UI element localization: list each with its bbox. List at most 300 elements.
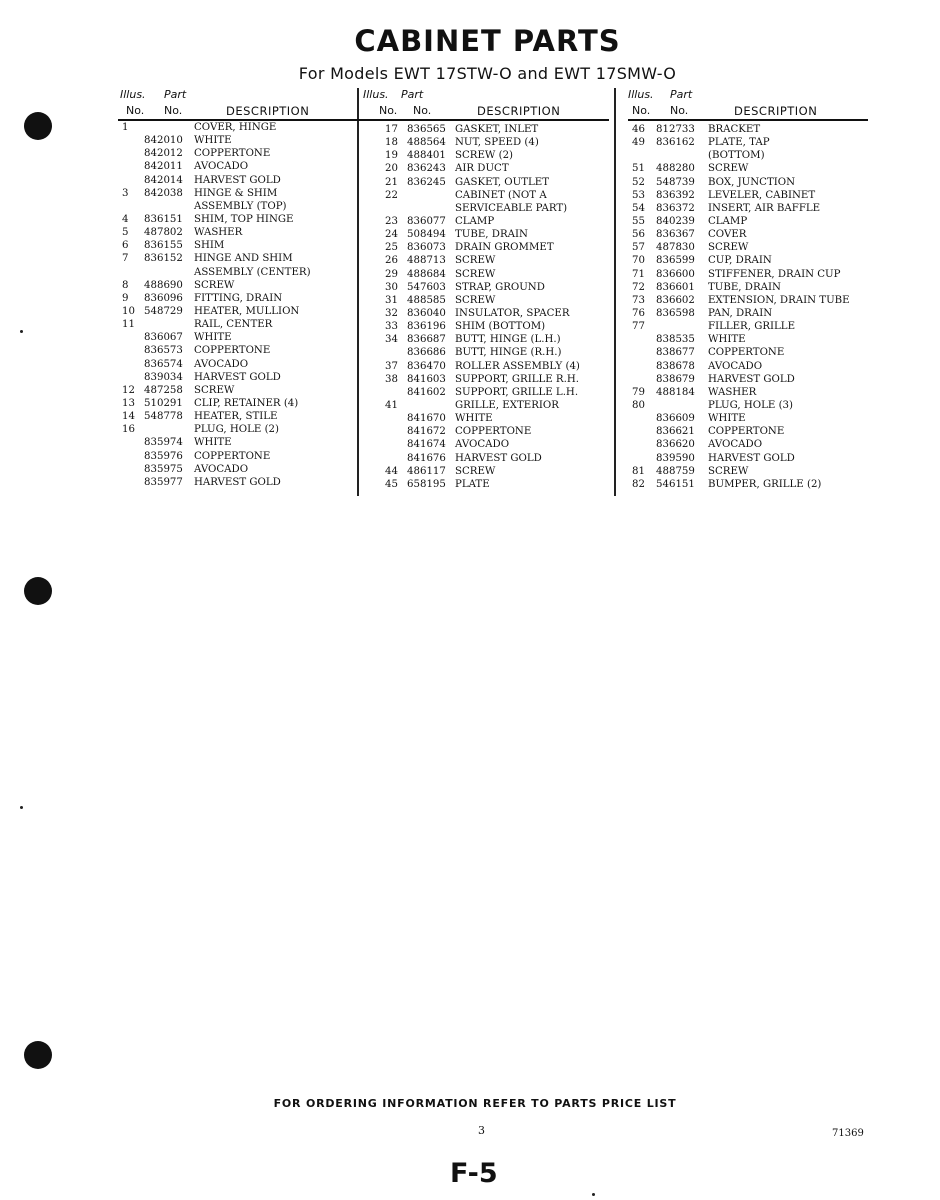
description-cell: COPPERTONE [455,426,532,438]
description-cell: WHITE [455,413,493,425]
part-no-cell: 836621 [656,426,695,438]
table-row [118,397,356,410]
description-cell: CABINET (NOT A [455,189,547,201]
table-row [361,346,611,359]
table-row [628,478,868,491]
description-cell: HINGE AND SHIM [194,253,293,265]
table-row [628,373,868,386]
description-cell: BUMPER, GRILLE (2) [708,478,822,490]
illus-label: Illus. [628,88,654,101]
description-cell: ASSEMBLY (CENTER) [194,266,311,278]
table-row [118,463,356,476]
description-cell: CUP, DRAIN [708,255,772,267]
table-row [628,176,868,189]
illus-label: Illus. [363,88,389,101]
description-cell: SCREW [194,279,235,291]
part-no-cell: 835975 [144,463,183,475]
part-no-cell: 838678 [656,360,695,372]
description-cell: COVER [708,229,747,241]
illus-no-cell: 45 [385,478,398,490]
description-cell: (BOTTOM) [708,150,765,162]
table-row [361,176,611,189]
table-row [118,226,356,239]
table-row [628,162,868,175]
illus-no-cell: 11 [122,319,135,331]
description-cell: DRAIN GROMMET [455,242,554,254]
part-no-cell: 836245 [407,176,446,188]
part-label: Part [164,88,187,101]
illus-no-cell: 44 [385,465,398,477]
part-no-cell: 836155 [144,240,183,252]
description-cell: INSERT, AIR BAFFLE [708,202,821,214]
part-no-cell: 488690 [144,279,183,291]
illus-no-cell: 21 [385,176,398,188]
description-cell: FITTING, DRAIN [194,292,283,304]
description-cell: ROLLER ASSEMBLY (4) [455,360,580,372]
table-row [118,384,356,397]
column-header [118,86,356,120]
part-label: Part [670,88,693,101]
ordering-footer: FOR ORDERING INFORMATION REFER TO PARTS PRICE LIST [273,1097,677,1110]
part-no-cell: 836073 [407,242,446,254]
table-row [628,189,868,202]
illus-no-cell: 37 [385,360,398,372]
part-no-cell: 842038 [144,187,183,199]
binder-hole-bottom [24,1041,52,1069]
part-no-cell: 836573 [144,345,183,357]
description-cell: HEATER, MULLION [194,305,300,317]
illus-no-cell: 52 [632,176,645,188]
description-cell: AVOCADO [708,360,763,372]
description-cell: TUBE, DRAIN [455,229,528,241]
illus-no-cell: 46 [632,124,645,135]
table-row [628,307,868,320]
part-no-cell: 836040 [407,307,446,319]
illus-no-cell: 82 [632,478,645,490]
section-page-label: F-5 [450,1158,498,1189]
illus-no-label: No. [379,104,398,117]
description-cell: PLATE [455,478,490,490]
part-no-cell: 835977 [144,476,183,488]
table-row [361,215,611,228]
part-no-cell: 487802 [144,227,183,239]
description-cell: CLIP, RETAINER (4) [194,397,299,409]
description-cell: HARVEST GOLD [708,452,795,464]
part-no-cell: 841602 [407,386,446,398]
part-no-cell: 836077 [407,215,446,227]
table-row [361,136,611,149]
illus-no-cell: 12 [122,384,135,396]
description-cell: HARVEST GOLD [194,174,281,186]
part-no-cell: 836372 [656,202,695,214]
description-cell: AVOCADO [708,439,763,451]
part-no-cell: 841674 [407,439,446,451]
description-cell: SCREW (2) [455,150,514,162]
description-cell: STRAP, GROUND [455,281,545,293]
part-no-cell: 836574 [144,358,183,370]
table-row [118,134,356,147]
illus-no-cell: 7 [122,253,129,265]
illus-no-cell: 29 [385,268,398,280]
part-no-cell: 839034 [144,371,183,383]
part-no-cell: 836601 [656,281,695,293]
binder-hole-top [24,112,52,140]
description-cell: SUPPORT, GRILLE R.H. [455,373,579,385]
part-no-cell: 836565 [407,124,446,135]
illus-no-cell: 22 [385,189,398,201]
description-cell: PLUG, HOLE (2) [194,424,280,436]
table-row [118,410,356,423]
part-no-cell: 547603 [407,281,446,293]
illus-no-cell: 23 [385,215,398,227]
description-label: DESCRIPTION [226,104,310,118]
part-no-cell: 836599 [656,255,695,267]
table-row [361,162,611,175]
illus-no-cell: 25 [385,242,398,254]
part-no-cell: 658195 [407,478,446,490]
table-row [118,279,356,292]
description-label: DESCRIPTION [734,104,818,118]
part-no-cell: 836598 [656,307,695,319]
illus-no-cell: 54 [632,202,645,214]
part-no-label: No. [413,104,432,117]
description-cell: HARVEST GOLD [708,373,795,385]
part-no-cell: 548739 [656,176,695,188]
parts-column-1 [118,86,356,489]
part-no-cell: 836151 [144,213,183,225]
part-no-cell: 838677 [656,347,695,359]
table-row [628,281,868,294]
description-cell: SCREW [455,268,496,280]
column-divider [614,88,616,496]
illus-no-cell: 20 [385,163,398,175]
table-row [361,307,611,320]
part-no-cell: 836620 [656,439,695,451]
table-row [118,318,356,331]
table-row [628,452,868,465]
table-row [361,373,611,386]
part-no-cell: 836367 [656,229,695,241]
part-no-cell: 836392 [656,189,695,201]
description-cell: BUTT, HINGE (L.H.) [455,334,561,346]
part-no-cell: 510291 [144,397,183,409]
illus-no-cell: 19 [385,150,398,162]
description-cell: GRILLE, EXTERIOR [455,399,559,411]
illus-no-cell: 71 [632,268,645,280]
description-cell: STIFFENER, DRAIN CUP [708,268,841,280]
table-row [118,213,356,226]
illus-no-cell: 53 [632,189,645,201]
table-row [118,187,356,200]
illus-no-cell: 77 [632,321,645,333]
illus-no-cell: 80 [632,399,645,411]
table-row [118,476,356,489]
document-code: 71369 [832,1128,864,1139]
part-no-cell: 488684 [407,268,446,280]
illus-no-cell: 73 [632,294,645,306]
table-row [118,423,356,436]
table-row [361,189,611,202]
table-row [628,123,868,136]
table-row [628,412,868,425]
table-row [118,436,356,449]
table-row [118,160,356,173]
column-divider [357,88,359,496]
scan-speck [592,1193,595,1196]
part-no-cell: 546151 [656,478,695,490]
part-no-cell: 488564 [407,137,446,149]
description-cell: WASHER [194,227,243,239]
table-row [118,344,356,357]
illus-no-cell: 34 [385,334,398,346]
table-row [361,241,611,254]
illus-no-cell: 30 [385,281,398,293]
table-row [628,294,868,307]
part-no-cell: 488401 [407,150,446,162]
part-no-cell: 838535 [656,334,695,346]
description-cell: WHITE [708,413,746,425]
description-cell: COPPERTONE [194,450,271,462]
part-no-cell: 836096 [144,292,183,304]
table-row [118,266,356,279]
part-no-cell: 508494 [407,229,446,241]
table-row [118,239,356,252]
description-cell: SCREW [194,384,235,396]
illus-no-cell: 26 [385,255,398,267]
part-no-cell: 841676 [407,452,446,464]
description-cell: INSULATOR, SPACER [455,307,570,319]
header-rule [361,119,609,121]
table-row [118,358,356,371]
table-row [361,478,611,491]
description-cell: EXTENSION, DRAIN TUBE [708,294,850,306]
table-row [361,360,611,373]
illus-no-label: No. [632,104,651,117]
table-row [361,465,611,478]
table-row [118,174,356,187]
part-no-cell: 836470 [407,360,446,372]
part-no-cell: 836609 [656,413,695,425]
part-no-cell: 488280 [656,163,695,175]
description-cell: RAIL, CENTER [194,319,273,331]
column-header [628,86,868,120]
part-no-cell: 488184 [656,386,695,398]
illus-no-cell: 57 [632,242,645,254]
illus-no-cell: 76 [632,307,645,319]
illus-no-cell: 49 [632,137,645,149]
description-cell: HINGE & SHIM [194,187,278,199]
table-row [628,254,868,267]
description-cell: PAN, DRAIN [708,307,773,319]
part-no-cell: 488759 [656,465,695,477]
description-cell: AVOCADO [455,439,510,451]
scan-speck [20,806,23,809]
description-cell: WHITE [194,332,232,344]
table-row [628,136,868,149]
description-cell: SCREW [455,294,496,306]
description-cell: SCREW [708,242,749,254]
part-no-cell: 836600 [656,268,695,280]
description-cell: AIR DUCT [455,163,509,175]
parts-column-2 [361,86,611,491]
parts-column-3 [628,86,868,491]
illus-no-cell: 56 [632,229,645,241]
table-row [628,425,868,438]
description-cell: WHITE [708,334,746,346]
part-no-cell: 836686 [407,347,446,359]
description-cell: GASKET, OUTLET [455,176,550,188]
description-cell: PLATE, TAP [708,137,770,149]
description-cell: COPPERTONE [708,347,785,359]
description-cell: HEATER, STILE [194,411,278,423]
table-row [118,292,356,305]
part-no-cell: 835974 [144,437,183,449]
part-no-cell: 488713 [407,255,446,267]
illus-no-cell: 72 [632,281,645,293]
table-row [628,360,868,373]
illus-no-cell: 41 [385,399,398,411]
part-no-cell: 839590 [656,452,695,464]
table-row [628,215,868,228]
table-row [118,121,356,134]
description-cell: AVOCADO [194,161,249,173]
part-no-cell: 842011 [144,161,183,173]
table-row [361,268,611,281]
illus-no-cell: 13 [122,397,135,409]
description-cell: COPPERTONE [708,426,785,438]
description-cell: SERVICEABLE PART) [455,202,568,214]
illus-no-cell: 9 [122,292,129,304]
table-row [118,252,356,265]
description-cell: CLAMP [708,215,748,227]
page-number: 3 [478,1124,485,1137]
table-row [118,305,356,318]
part-no-cell: 842010 [144,135,183,147]
part-no-cell: 841603 [407,373,446,385]
binder-hole-middle [24,577,52,605]
part-no-cell: 836152 [144,253,183,265]
description-cell: SHIM (BOTTOM) [455,321,546,333]
table-row [361,333,611,346]
part-label: Part [401,88,424,101]
part-no-cell: 836196 [407,321,446,333]
illus-no-cell: 38 [385,373,398,385]
illus-no-cell: 18 [385,137,398,149]
illus-no-cell: 14 [122,411,135,423]
table-row [118,450,356,463]
part-no-cell: 486117 [407,465,446,477]
description-cell: AVOCADO [194,358,249,370]
illus-no-cell: 8 [122,279,129,291]
part-no-cell: 548778 [144,411,183,423]
illus-no-cell: 51 [632,163,645,175]
parts-list [118,121,356,489]
illus-no-cell: 4 [122,213,129,225]
table-row [361,254,611,267]
scan-speck [20,330,23,333]
table-row [628,399,868,412]
description-cell: HARVEST GOLD [194,476,281,488]
table-row [628,241,868,254]
part-no-cell: 842014 [144,174,183,186]
table-row [361,425,611,438]
part-no-cell: 836162 [656,137,695,149]
models-subtitle: For Models EWT 17STW-O and EWT 17SMW-O [298,64,677,83]
description-cell: GASKET, INLET [455,124,539,135]
part-no-label: No. [164,104,183,117]
table-row [361,281,611,294]
description-cell: BRACKET [708,124,761,135]
illus-no-label: No. [126,104,145,117]
parts-list [628,123,868,491]
table-row [118,331,356,344]
description-cell: SCREW [455,255,496,267]
table-row [361,386,611,399]
part-no-cell: 836602 [656,294,695,306]
illus-no-cell: 16 [122,424,135,436]
table-row [361,202,611,215]
description-cell: AVOCADO [194,463,249,475]
part-no-cell: 836067 [144,332,183,344]
description-cell: SCREW [708,163,749,175]
table-row [628,202,868,215]
part-no-cell: 487258 [144,384,183,396]
part-no-cell: 812733 [656,124,695,135]
part-no-cell: 835976 [144,450,183,462]
description-cell: HARVEST GOLD [194,371,281,383]
table-row [361,438,611,451]
part-no-cell: 838679 [656,373,695,385]
illus-no-cell: 55 [632,215,645,227]
description-cell: ASSEMBLY (TOP) [194,200,287,212]
description-cell: SHIM [194,240,225,252]
illus-no-cell: 70 [632,255,645,267]
table-row [361,320,611,333]
illus-no-cell: 32 [385,307,398,319]
page-title: CABINET PARTS [354,24,621,58]
description-cell: PLUG, HOLE (3) [708,399,794,411]
table-row [628,438,868,451]
part-no-cell: 487830 [656,242,695,254]
description-cell: WHITE [194,437,232,449]
description-cell: SHIM, TOP HINGE [194,213,294,225]
description-cell: SCREW [455,465,496,477]
table-row [628,465,868,478]
table-row [628,333,868,346]
table-row [628,149,868,162]
illus-no-cell: 79 [632,386,645,398]
part-no-cell: 842012 [144,148,183,160]
description-cell: TUBE, DRAIN [708,281,781,293]
description-cell: HARVEST GOLD [455,452,542,464]
column-header [361,86,611,120]
description-cell: NUT, SPEED (4) [455,137,539,149]
part-no-label: No. [670,104,689,117]
table-row [628,320,868,333]
table-row [628,268,868,281]
table-row [628,228,868,241]
description-cell: BUTT, HINGE (R.H.) [455,347,562,359]
illus-no-cell: 31 [385,294,398,306]
part-no-cell: 841670 [407,413,446,425]
description-label: DESCRIPTION [477,104,561,118]
table-row [361,399,611,412]
part-no-cell: 836687 [407,334,446,346]
table-row [118,371,356,384]
table-row [361,412,611,425]
description-cell: LEVELER, CABINET [708,189,816,201]
illus-no-cell: 17 [385,124,398,135]
